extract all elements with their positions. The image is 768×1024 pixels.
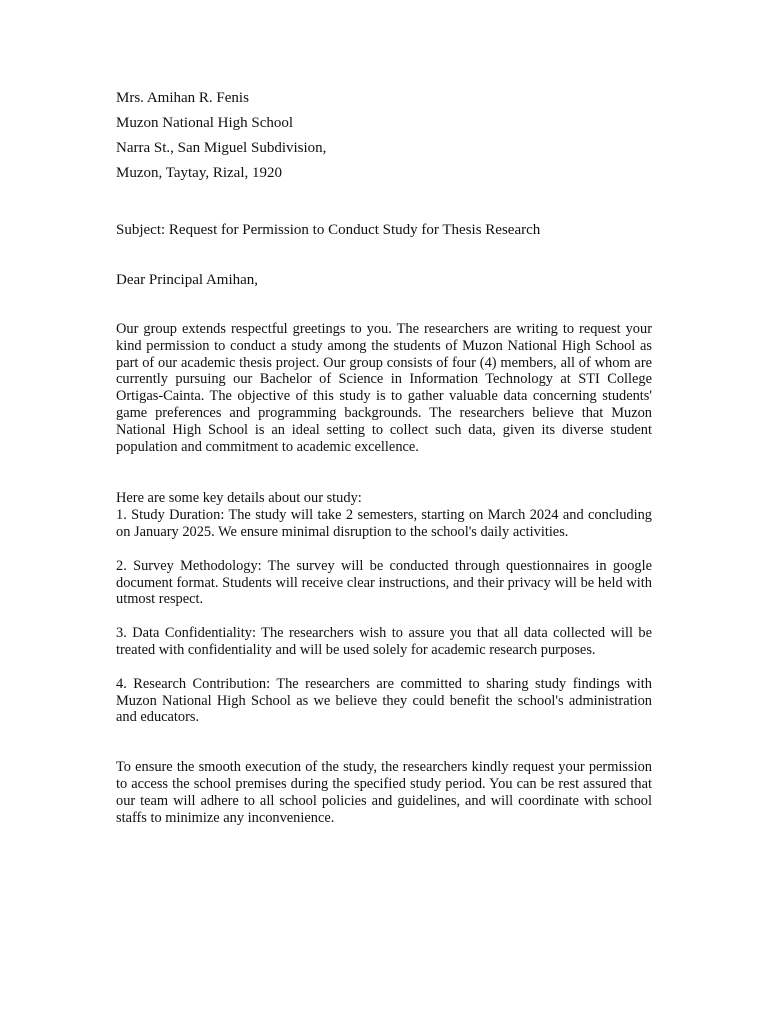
recipient-name: Mrs. Amihan R. Fenis (116, 90, 249, 106)
details-intro: Here are some key details about our study: (116, 490, 362, 507)
recipient-address-block (116, 86, 652, 186)
salutation: Dear Principal Amihan, (116, 272, 259, 288)
subject-line: Subject: Request for Permission to Conduct Study for Thesis Research (116, 222, 541, 238)
recipient-street: Narra St., San Miguel Subdivision, (116, 140, 327, 156)
closing-paragraph: To ensure the smooth execution of the study, the researchers kindly request your permission to access the school premises during the specified study period. You can be rest assured that our team will adhere to all school policies and guidelines, and will coordinate with school staffs to minimize any inconvenience. (116, 759, 652, 826)
detail-item-confidentiality: 3. Data Confidentiality: The researchers wish to assure you that all data collected will be treated with confidentiality and will be used solely for academic research purposes. (116, 625, 652, 658)
intro-paragraph: Our group extends respectful greetings to you. The researchers are writing to request your kind permission to conduct a study among the students of Muzon National High School as part of our academic thesis project. Our group consists of four (4) members, all of whom are currently pursuing our Bachelor of Science in Information Technology at STI College Ortigas-Cainta. The objective of this study is to gather valuable data concerning students' game preferences and programming backgrounds. The researchers believe that Muzon National High School is an ideal setting to collect such data, given its diverse student population and commitment to academic excellence. (116, 321, 652, 455)
detail-item-duration: 1. Study Duration: The study will take 2 semesters, starting on March 2024 and concluding on January 2025. We ensure minimal disruption to the school's daily activities. (116, 507, 652, 540)
detail-item-methodology: 2. Survey Methodology: The survey will be conducted through questionnaires in google document format. Students will receive clear instructions, and their privacy will be held with utmost respect. (116, 557, 652, 608)
recipient-city: Muzon, Taytay, Rizal, 1920 (116, 165, 283, 181)
letter-page (116, 86, 652, 826)
recipient-school: Muzon National High School (116, 115, 294, 131)
detail-item-contribution: 4. Research Contribution: The researchers are committed to sharing study findings with Muzon National High School as we believe they could benefit the school's administration and educators. (116, 675, 652, 726)
